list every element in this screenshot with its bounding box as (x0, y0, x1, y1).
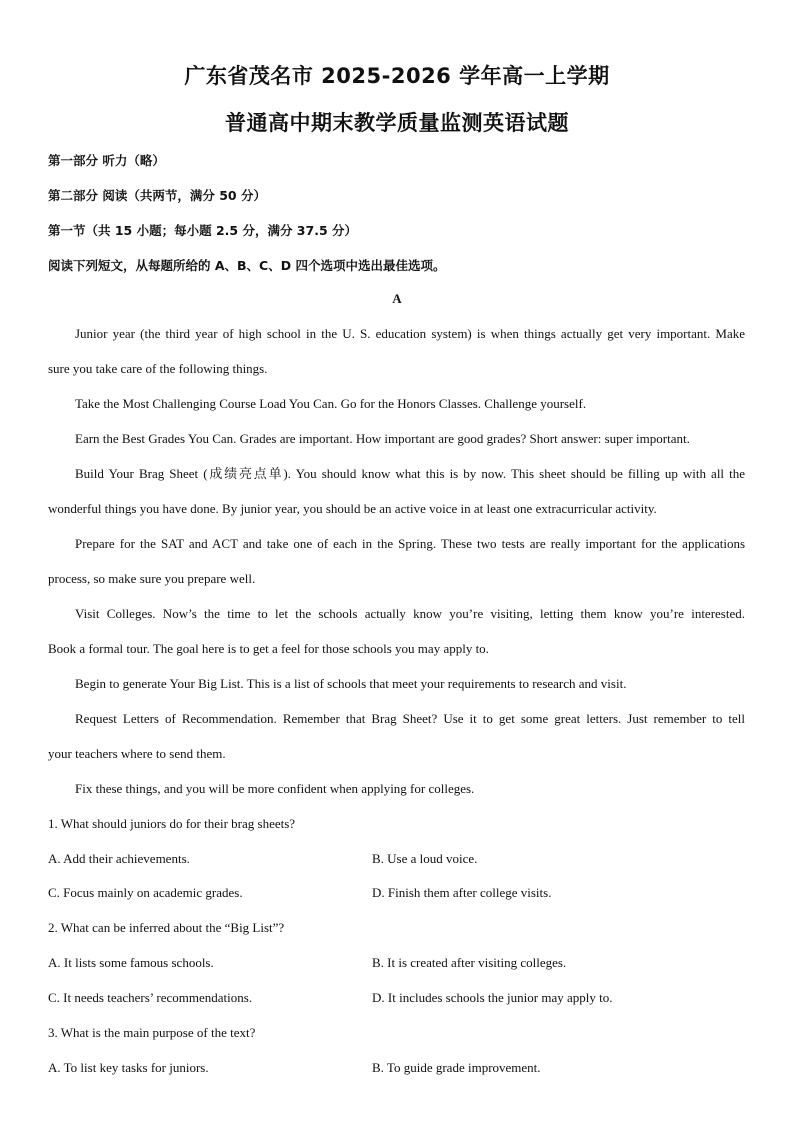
question-2-option-b: B. It is created after visiting colleges. (372, 955, 567, 970)
question-1-option-c: C. Focus mainly on academic grades. (48, 885, 243, 900)
passage-paragraph-8-line-1: Request Letters of Recommendation. Remember that Brag Sheet? Use it to get some great letters. Just remember to tell (75, 711, 745, 726)
question-1-option-d: D. Finish them after college visits. (372, 885, 552, 900)
question-1-stem: 1. What should juniors do for their brag sheets? (48, 816, 296, 831)
passage-paragraph-4-line-1: Build Your Brag Sheet (成绩亮点单). You should know what this is by now. This sheet should be filling up with all the (75, 466, 745, 481)
question-2-stem: 2. What can be inferred about the “Big List”? (48, 920, 285, 935)
passage-paragraph-5-line-2: process, so make sure you prepare well. (48, 571, 256, 586)
question-1-option-a: A. Add their achievements. (48, 851, 190, 866)
passage-paragraph-7: Begin to generate Your Big List. This is a list of schools that meet your requirements to research and visit. (75, 676, 627, 691)
question-2-option-c: C. It needs teachers’ recommendations. (48, 990, 253, 1005)
question-2-option-d: D. It includes schools the junior may apply to. (372, 990, 613, 1005)
passage-paragraph-2: Take the Most Challenging Course Load You Can. Go for the Honors Classes. Challenge yourself. (75, 396, 587, 411)
passage-paragraph-6-line-2: Book a formal tour. The goal here is to get a feel for those schools you may apply to. (48, 641, 489, 656)
part-1-heading: 第一部分 听力（略） (48, 153, 165, 168)
passage-paragraph-1-line-1: Junior year (the third year of high school in the U. S. education system) is when things actually get very important. Make (75, 326, 745, 341)
question-3-option-b: B. To guide grade improvement. (372, 1060, 541, 1075)
part-2-heading: 第二部分 阅读（共两节，满分 50 分） (48, 188, 266, 203)
passage-paragraph-5-line-1: Prepare for the SAT and ACT and take one of each in the Spring. These two tests are really important for the applications (75, 536, 745, 551)
question-3-stem: 3. What is the main purpose of the text? (48, 1025, 256, 1040)
reading-instruction: 阅读下列短文，从每题所给的 A、B、C、D 四个选项中选出最佳选项。 (48, 258, 446, 273)
passage-paragraph-4-line-2: wonderful things you have done. By junior year, you should be an active voice in at least one extracurricular activity. (48, 501, 657, 516)
passage-paragraph-3: Earn the Best Grades You Can. Grades are important. How important are good grades? Short answer: super important. (75, 431, 690, 446)
exam-title-line-1: 广东省茂名市 2025-2026 学年高一上学期 (184, 64, 610, 88)
section-1-heading: 第一节（共 15 小题；每小题 2.5 分，满分 37.5 分） (48, 223, 357, 238)
passage-label: A (392, 291, 402, 306)
passage-paragraph-8-line-2: your teachers where to send them. (48, 746, 226, 761)
passage-paragraph-9: Fix these things, and you will be more confident when applying for colleges. (75, 781, 475, 796)
question-1-option-b: B. Use a loud voice. (372, 851, 478, 866)
passage-paragraph-6-line-1: Visit Colleges. Now’s the time to let the schools actually know you’re visiting, letting them know you’re interested. (75, 606, 745, 621)
passage-paragraph-1-line-2: sure you take care of the following things. (48, 361, 268, 376)
question-2-option-a: A. It lists some famous schools. (48, 955, 214, 970)
exam-title-line-2: 普通高中期末教学质量监测英语试题 (225, 111, 569, 135)
question-3-option-a: A. To list key tasks for juniors. (48, 1060, 209, 1075)
